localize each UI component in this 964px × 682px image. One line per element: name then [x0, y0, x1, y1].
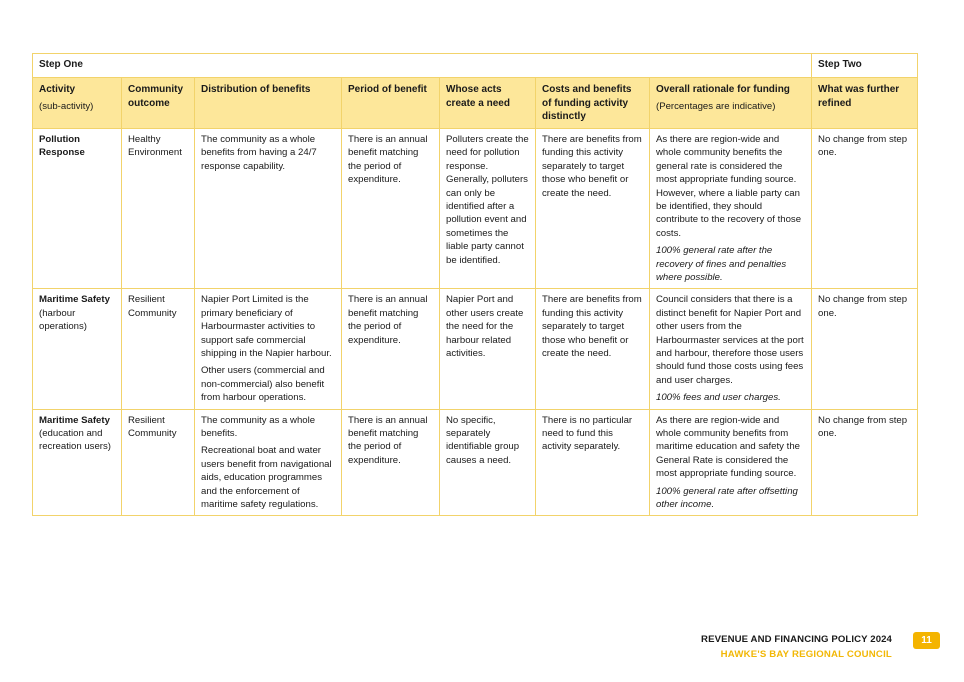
costs-cell: There are benefits from funding this activity separately to target those who benefit or create the need. — [536, 128, 650, 288]
period-cell: There is an annual benefit matching the period of expenditure. — [342, 128, 440, 288]
refined-cell: No change from step one. — [812, 409, 918, 516]
refined-cell: No change from step one. — [812, 128, 918, 288]
footer-document-title: REVENUE AND FINANCING POLICY 2024 — [701, 634, 892, 645]
step-two-label: Step Two — [812, 54, 918, 78]
activity-cell: Maritime Safety (education and recreation users) — [33, 409, 122, 516]
outcome-cell: Resilient Community — [122, 409, 195, 516]
funding-table — [32, 53, 918, 516]
header-rationale-sub: (Percentages are indicative) — [656, 100, 776, 112]
outcome-cell: Resilient Community — [122, 289, 195, 409]
header-distribution: Distribution of benefits — [195, 78, 342, 129]
distribution-cell: The community as a whole benefits. Recreational boat and water users benefit from navigational aids, education programmes and the enforcement of maritime safety regulations. — [195, 409, 342, 516]
activity-sub: (harbour operations) — [39, 307, 87, 333]
header-period: Period of benefit — [342, 78, 440, 129]
outcome-cell: Healthy Environment — [122, 128, 195, 288]
rationale-cell: As there are region-wide and whole community benefits the general rate is considered the most appropriate funding source. However, where a liable party can be identified, they should contribute to the recovery of those costs. 100% general rate after the recovery of fines and penalties where possible. — [650, 128, 812, 288]
whose-acts-cell: No specific, separately identifiable group causes a need. — [440, 409, 536, 516]
step-one-label: Step One — [33, 54, 812, 78]
rationale-cell: Council considers that there is a distinct benefit for Napier Port and other users from the Harbourmaster services at the port and harbour, therefore those users should fund those costs using fees and user charges. 100% fees and user charges. — [650, 289, 812, 409]
rationale-cell: As there are region-wide and whole community benefits from maritime education and safety the General Rate is considered the most appropriate funding source. 100% general rate after offsetting other income. — [650, 409, 812, 516]
table-row — [33, 289, 918, 409]
header-row — [33, 78, 918, 129]
whose-acts-cell: Polluters create the need for pollution response. Generally, polluters can only be identified after a pollution event and sometimes the liable party cannot be identified. — [440, 128, 536, 288]
page-number-badge: 11 — [913, 632, 940, 649]
costs-cell: There is no particular need to fund this activity separately. — [536, 409, 650, 516]
step-row — [33, 54, 918, 78]
header-activity: Activity (sub-activity) — [33, 78, 122, 129]
activity-cell: Pollution Response — [33, 128, 122, 288]
header-whose-acts: Whose acts create a need — [440, 78, 536, 129]
whose-acts-cell: Napier Port and other users create the need for the harbour related activities. — [440, 289, 536, 409]
distribution-cell: The community as a whole benefits from having a 24/7 response capability. — [195, 128, 342, 288]
refined-cell: No change from step one. — [812, 289, 918, 409]
header-further-refined: What was further refined — [812, 78, 918, 129]
activity-cell: Maritime Safety (harbour operations) — [33, 289, 122, 409]
period-cell: There is an annual benefit matching the period of expenditure. — [342, 289, 440, 409]
header-rationale: Overall rationale for funding (Percentages are indicative) — [650, 78, 812, 129]
rationale-percentage: 100% fees and user charges. — [656, 392, 781, 404]
footer-organization: HAWKE'S BAY REGIONAL COUNCIL — [720, 649, 892, 660]
header-costs-benefits: Costs and benefits of funding activity distinctly — [536, 78, 650, 129]
header-community-outcome: Community outcome — [122, 78, 195, 129]
costs-cell: There are benefits from funding this activity separately to target those who benefit or create the need. — [536, 289, 650, 409]
rationale-percentage: 100% general rate after offsetting other income. — [656, 485, 798, 511]
header-activity-sub: (sub-activity) — [39, 100, 94, 112]
activity-sub: (education and recreation users) — [39, 428, 111, 453]
distribution-cell: Napier Port Limited is the primary beneficiary of Harbourmaster activities to support safe commercial shipping in the Napier harbour. Other users (commercial and non-commercial) also benefit from harbour operations. — [195, 289, 342, 409]
table-row — [33, 128, 918, 288]
table-row — [33, 409, 918, 516]
rationale-percentage: 100% general rate after the recovery of fines and penalties where possible. — [656, 245, 787, 283]
period-cell: There is an annual benefit matching the period of expenditure. — [342, 409, 440, 516]
